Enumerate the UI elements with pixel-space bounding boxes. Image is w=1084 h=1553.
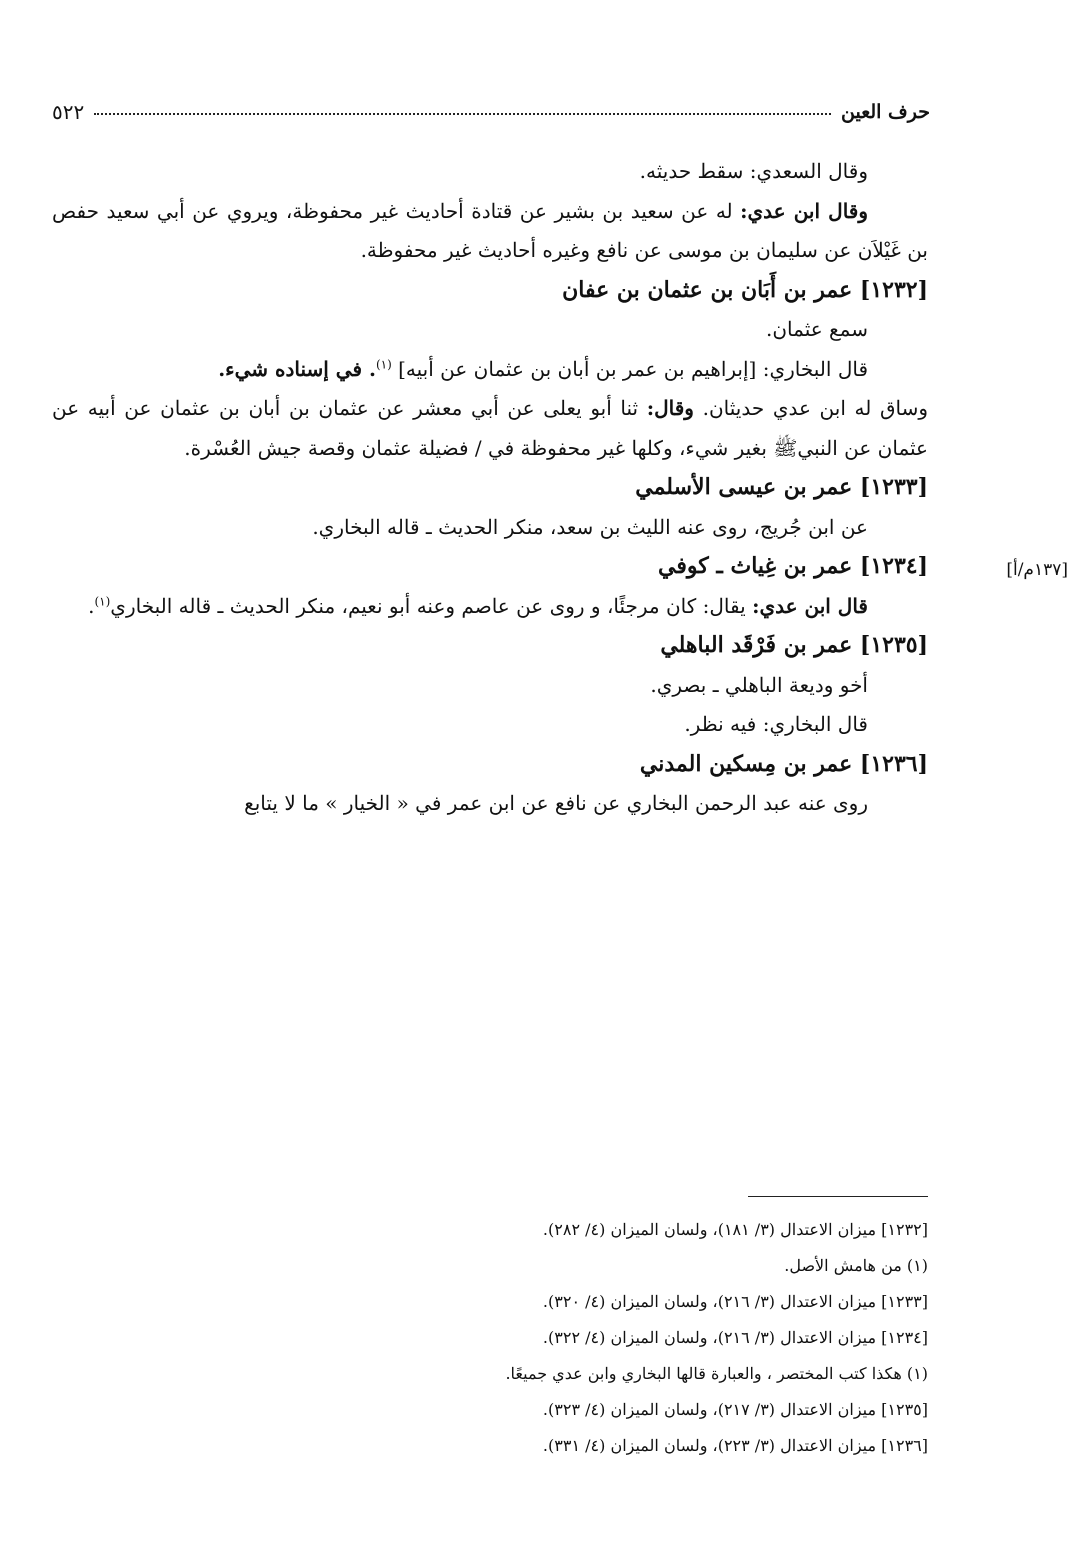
main-text <box>52 152 928 824</box>
footnote-ref: (١) <box>94 593 111 608</box>
footnote-ref: (١) <box>375 356 392 371</box>
header-dotted-leader <box>94 113 831 115</box>
paragraph-1232-bukhari <box>52 350 928 390</box>
paragraph-text: . <box>88 593 95 618</box>
bold-lead: قال ابن عدي: <box>752 593 868 618</box>
page-number: ٥٢٢ <box>52 100 85 124</box>
paragraph-saadi: وقال السعدي: سقط حديثه. <box>639 159 868 183</box>
entry-title-1236: [١٢٣٦] عمر بن مِسكين المدني <box>639 750 928 777</box>
margin-folio-note: [١٣٧م/أ] <box>1006 560 1068 580</box>
paragraph-1235-bukhari: قال البخاري: فيه نظر. <box>684 712 868 736</box>
paragraph-text: يقال: كان مرجئًا، و روى عن عاصم وعنه أبو نعيم، منكر الحديث ـ قاله البخاري <box>110 593 753 618</box>
footnote-separator <box>748 1196 928 1197</box>
paragraph-1232-ibn-adi <box>52 389 928 468</box>
entry-title-1235: [١٢٣٥] عمر بن فَرْقَد الباهلي <box>660 632 928 658</box>
paragraph-text: قال البخاري: [إبراهيم بن عمر بن أبان بن عثمان عن أبيه] <box>398 356 868 381</box>
paragraph-1232-heard: سمع عثمان. <box>766 317 868 341</box>
entry-title-1232: [١٢٣٢] عمر بن أَبَان بن عثمان بن عفان <box>562 276 928 303</box>
running-title: حرف العين <box>841 101 930 123</box>
paragraph-1234 <box>52 587 928 627</box>
paragraph-ibn-adi <box>52 192 928 271</box>
footnote-item: [١٢٣٢] ميزان الاعتدال (٣/ ١٨١)، ولسان الميزان (٤/ ٢٨٢). <box>542 1220 928 1239</box>
bold-lead: وقال: <box>646 396 694 420</box>
paragraph-text: له عن سعيد بن بشير عن قتادة أحاديث غير محفوظة، ويروي عن أبي سعيد حفص بن غَيْلاَن عن سليمان بن موسى عن نافع وغيره أحاديث غير محفوظة. <box>52 198 928 262</box>
bold-lead: وقال ابن عدي: <box>740 198 869 223</box>
footnote-item: [١٢٣٦] ميزان الاعتدال (٣/ ٢٢٣)، ولسان الميزان (٤/ ٣٣١). <box>542 1436 928 1455</box>
footnote-item: [١٢٣٥] ميزان الاعتدال (٣/ ٢١٧)، ولسان الميزان (٤/ ٣٢٣). <box>542 1400 928 1419</box>
footnote-item: (١) هكذا كتب المختصر ، والعبارة قالها البخاري وابن عدي جميعًا. <box>505 1364 928 1383</box>
paragraph-1233: عن ابن جُريج، روى عنه الليث بن سعد، منكر الحديث ـ قاله البخاري. <box>312 514 868 539</box>
page-header <box>52 92 930 132</box>
footnote-item: [١٢٣٣] ميزان الاعتدال (٣/ ٢١٦)، ولسان الميزان (٤/ ٣٢٠). <box>542 1292 928 1311</box>
entry-title-1234: [١٢٣٤] عمر بن غِياث ـ كوفي <box>658 553 928 579</box>
paragraph-text: وساق له ابن عدي حديثان. <box>693 396 928 420</box>
paragraph-1236: روى عنه عبد الرحمن البخاري عن نافع عن ابن عمر في « الخيار » ما لا يتابع <box>244 791 868 815</box>
entry-title-1233: [١٢٣٣] عمر بن عيسى الأسلمي <box>635 474 928 500</box>
footnotes <box>52 1212 928 1464</box>
footnote-item: (١) من هامش الأصل. <box>784 1256 928 1275</box>
footnote-item: [١٢٣٤] ميزان الاعتدال (٣/ ٢١٦)، ولسان الميزان (٤/ ٣٢٢). <box>542 1328 928 1347</box>
paragraph-text-bold: . في إسناده شيء. <box>218 356 376 381</box>
paragraph-1235-brother: أخو وديعة الباهلي ـ بصري. <box>650 672 868 697</box>
paragraph-text: ثنا أبو يعلى عن أبي معشر عن عثمان بن أبان بن عثمان عن أبيه عن عثمان عن النبيﷺ بغير شيء، وكلها غير محفوظة في / فضيلة عثمان وقصة جيش العُسْرة. <box>52 396 928 460</box>
